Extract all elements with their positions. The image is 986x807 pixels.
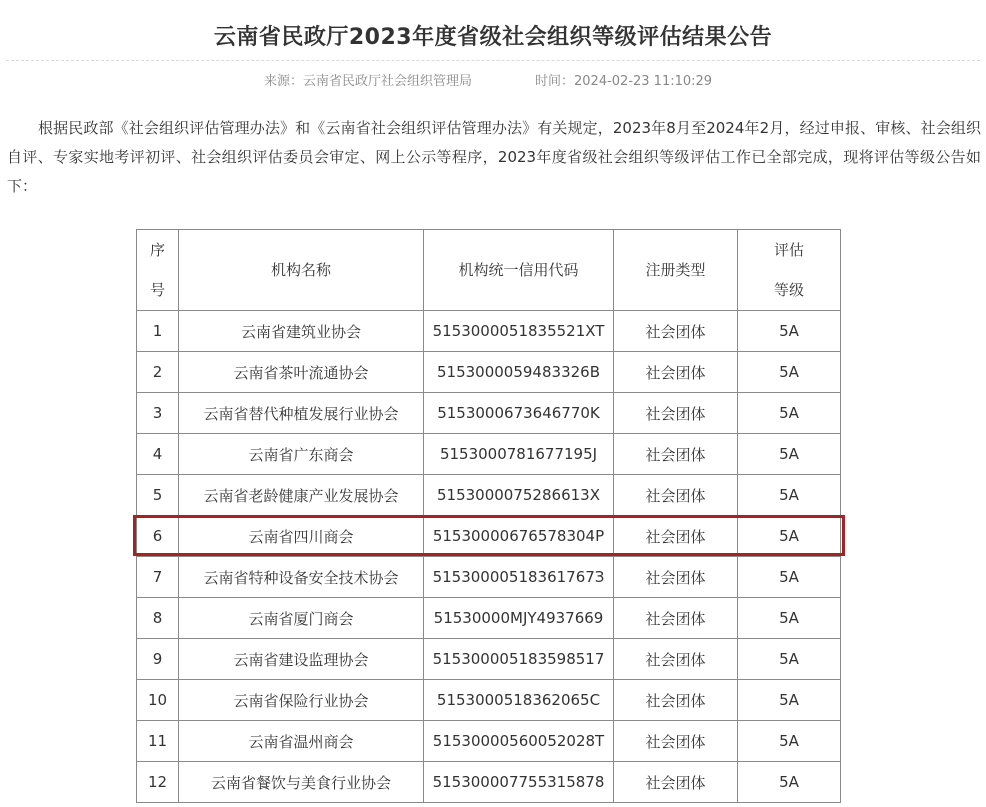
article-time: 时间：2024-02-23 11:10:29 xyxy=(535,74,713,89)
cell-name: 云南省建设监理协会 xyxy=(179,639,424,680)
cell-no: 5 xyxy=(137,475,179,516)
cell-type: 社会团体 xyxy=(614,557,738,598)
cell-name: 云南省四川商会 xyxy=(179,516,424,557)
table-row xyxy=(137,762,841,803)
cell-no: 1 xyxy=(137,311,179,352)
table-row xyxy=(137,475,841,516)
header-code: 机构统一信用代码 xyxy=(424,230,614,311)
table-row xyxy=(137,434,841,475)
cell-code: 515300007755315878 xyxy=(424,762,614,803)
cell-grade: 5A xyxy=(738,680,841,721)
evaluation-table xyxy=(136,229,841,803)
cell-type: 社会团体 xyxy=(614,434,738,475)
header-grade-line1: 评估 xyxy=(773,241,804,259)
header-no-line2: 号 xyxy=(149,281,165,299)
header-grade-line2: 等级 xyxy=(773,281,804,299)
cell-name: 云南省替代种植发展行业协会 xyxy=(179,393,424,434)
cell-grade: 5A xyxy=(738,762,841,803)
table-row xyxy=(137,352,841,393)
cell-type: 社会团体 xyxy=(614,475,738,516)
article-intro: 根据民政部《社会组织评估管理办法》和《云南省社会组织评估管理办法》有关规定，2023年8月至2024年2月，经过申报、审核、社会组织自评、专家实地考评初评、社会组织评估委员会审定、网上公示等程序，2023年度省级社会组织等级评估工作已全部完成，现将评估等级公告如下： xyxy=(7,119,981,195)
header-no-line1: 序 xyxy=(149,241,165,259)
cell-no: 3 xyxy=(137,393,179,434)
cell-code: 515300005183598517 xyxy=(424,639,614,680)
cell-code: 51530000MJY4937669 xyxy=(424,598,614,639)
table-row xyxy=(137,393,841,434)
cell-grade: 5A xyxy=(738,311,841,352)
cell-type: 社会团体 xyxy=(614,516,738,557)
table-row xyxy=(137,598,841,639)
cell-grade: 5A xyxy=(738,393,841,434)
table-row xyxy=(137,557,841,598)
cell-type: 社会团体 xyxy=(614,639,738,680)
cell-no: 9 xyxy=(137,639,179,680)
cell-code: 5153000051835521XT xyxy=(424,311,614,352)
cell-name: 云南省特种设备安全技术协会 xyxy=(179,557,424,598)
cell-code: 51530000518361767З xyxy=(424,557,614,598)
cell-grade: 5A xyxy=(738,516,841,557)
cell-code: 5153000781677195J xyxy=(424,434,614,475)
table-row xyxy=(137,516,841,557)
cell-no: 7 xyxy=(137,557,179,598)
header-name: 机构名称 xyxy=(179,230,424,311)
cell-grade: 5A xyxy=(738,598,841,639)
cell-type: 社会团体 xyxy=(614,680,738,721)
cell-type: 社会团体 xyxy=(614,598,738,639)
cell-grade: 5A xyxy=(738,639,841,680)
cell-grade: 5A xyxy=(738,434,841,475)
cell-no: 8 xyxy=(137,598,179,639)
header-type: 注册类型 xyxy=(614,230,738,311)
cell-name: 云南省温州商会 xyxy=(179,721,424,762)
cell-name: 云南省建筑业协会 xyxy=(179,311,424,352)
cell-code: 5153000075286613X xyxy=(424,475,614,516)
cell-code: 5153000059483326B xyxy=(424,352,614,393)
cell-no: 2 xyxy=(137,352,179,393)
table-row xyxy=(137,721,841,762)
cell-grade: 5A xyxy=(738,721,841,762)
cell-no: 12 xyxy=(137,762,179,803)
cell-name: 云南省厦门商会 xyxy=(179,598,424,639)
table-row xyxy=(137,311,841,352)
cell-no: 10 xyxy=(137,680,179,721)
cell-type: 社会团体 xyxy=(614,762,738,803)
cell-grade: 5A xyxy=(738,352,841,393)
cell-type: 社会团体 xyxy=(614,721,738,762)
table-header-row xyxy=(137,230,841,311)
header-no xyxy=(137,230,179,311)
cell-code: 5153000673646770K xyxy=(424,393,614,434)
cell-name: 云南省保险行业协会 xyxy=(179,680,424,721)
cell-no: 6 xyxy=(137,516,179,557)
cell-no: 4 xyxy=(137,434,179,475)
article-source: 来源：云南省民政厅社会组织管理局 xyxy=(264,74,473,89)
cell-no: 11 xyxy=(137,721,179,762)
cell-grade: 5A xyxy=(738,475,841,516)
cell-grade: 5A xyxy=(738,557,841,598)
cell-name: 云南省茶叶流通协会 xyxy=(179,352,424,393)
cell-type: 社会团体 xyxy=(614,311,738,352)
header-grade xyxy=(738,230,841,311)
table-row xyxy=(137,639,841,680)
cell-code: 51530000676578304P xyxy=(424,516,614,557)
cell-name: 云南省老龄健康产业发展协会 xyxy=(179,475,424,516)
cell-name: 云南省广东商会 xyxy=(179,434,424,475)
cell-type: 社会团体 xyxy=(614,352,738,393)
page-title: 云南省民政厅2023年度省级社会组织等级评估结果公告 xyxy=(213,25,773,50)
title-divider xyxy=(6,60,980,61)
cell-name: 云南省餐饮与美食行业协会 xyxy=(179,762,424,803)
cell-code: 51530000560052028T xyxy=(424,721,614,762)
cell-type: 社会团体 xyxy=(614,393,738,434)
table-row xyxy=(137,680,841,721)
cell-code: 5153000518362065C xyxy=(424,680,614,721)
